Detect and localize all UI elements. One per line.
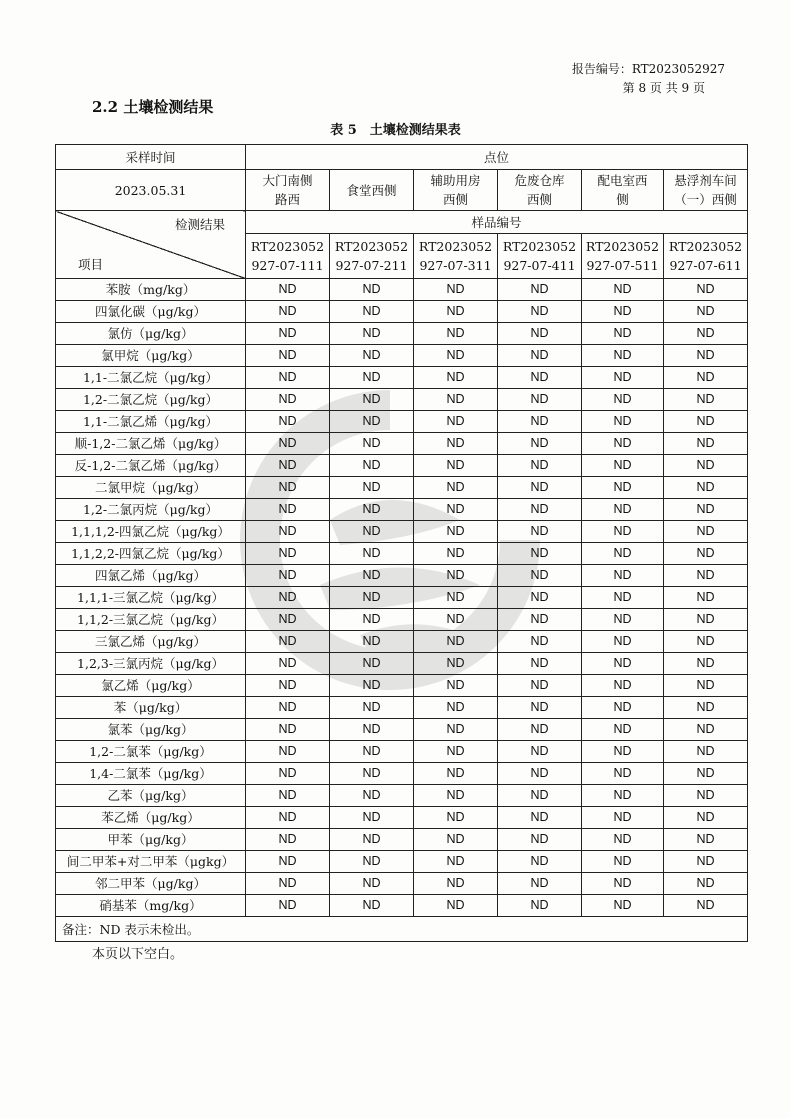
result-value: ND (414, 543, 498, 565)
result-value: ND (582, 697, 664, 719)
result-value: ND (330, 653, 414, 675)
result-value: ND (414, 829, 498, 851)
result-value: ND (582, 609, 664, 631)
table-row (56, 609, 748, 631)
result-value: ND (414, 785, 498, 807)
result-value: ND (246, 763, 330, 785)
result-value: ND (414, 279, 498, 301)
result-value: ND (330, 499, 414, 521)
report-number: 报告编号：RT2023052927 (571, 62, 725, 76)
result-value: ND (414, 653, 498, 675)
item-name: 氯甲烷（μg/kg） (56, 345, 246, 367)
result-value: ND (414, 389, 498, 411)
result-value: ND (330, 301, 414, 323)
result-value: ND (664, 807, 748, 829)
result-value: ND (498, 653, 582, 675)
item-name: 1,1-二氯乙烯（μg/kg） (56, 411, 246, 433)
result-value: ND (246, 895, 330, 917)
table-row (56, 675, 748, 697)
table-row (56, 741, 748, 763)
result-value: ND (664, 895, 748, 917)
result-value: ND (246, 587, 330, 609)
result-value: ND (582, 785, 664, 807)
result-value: ND (664, 411, 748, 433)
item-name: 反-1,2-二氯乙烯（μg/kg） (56, 455, 246, 477)
result-value: ND (664, 675, 748, 697)
result-value: ND (246, 697, 330, 719)
result-value: ND (582, 521, 664, 543)
result-value: ND (498, 719, 582, 741)
table-row (56, 367, 748, 389)
result-value: ND (664, 851, 748, 873)
location-name: 辅助用房 西侧 (414, 170, 498, 211)
page-number: 第 8 页 共 9 页 (622, 81, 705, 95)
result-value: ND (664, 301, 748, 323)
result-value: ND (582, 763, 664, 785)
sampling-time-label: 采样时间 (56, 145, 246, 170)
result-value: ND (414, 301, 498, 323)
result-value: ND (246, 389, 330, 411)
table-row (56, 587, 748, 609)
result-value: ND (664, 345, 748, 367)
result-value: ND (330, 609, 414, 631)
item-name: 1,4-二氯苯（μg/kg） (56, 763, 246, 785)
result-value: ND (414, 499, 498, 521)
result-value: ND (414, 873, 498, 895)
result-value: ND (330, 521, 414, 543)
result-value: ND (246, 367, 330, 389)
item-name: 1,2-二氯苯（μg/kg） (56, 741, 246, 763)
result-value: ND (246, 477, 330, 499)
result-value: ND (664, 521, 748, 543)
table-row (56, 697, 748, 719)
location-label: 点位 (246, 145, 748, 170)
result-value: ND (664, 389, 748, 411)
result-value: ND (582, 455, 664, 477)
table-row (56, 345, 748, 367)
result-value: ND (582, 807, 664, 829)
item-name: 1,1,2,2-四氯乙烷（μg/kg） (56, 543, 246, 565)
location-name: 配电室西 侧 (582, 170, 664, 211)
result-value: ND (330, 851, 414, 873)
sample-no-label: 样品编号 (246, 211, 748, 234)
result-value: ND (498, 631, 582, 653)
result-value: ND (330, 389, 414, 411)
result-value: ND (664, 741, 748, 763)
table-row (56, 301, 748, 323)
item-name: 苯胺（mg/kg） (56, 279, 246, 301)
table-row (56, 785, 748, 807)
result-value: ND (414, 697, 498, 719)
result-value: ND (414, 807, 498, 829)
result-value: ND (498, 895, 582, 917)
result-value: ND (582, 345, 664, 367)
result-value: ND (498, 433, 582, 455)
result-value: ND (246, 499, 330, 521)
location-name: 悬浮剂车间 （一）西侧 (664, 170, 748, 211)
item-name: 邻二甲苯（μg/kg） (56, 873, 246, 895)
sample-id: RT2023052 927-07-211 (330, 234, 414, 279)
result-value: ND (664, 499, 748, 521)
result-value: ND (246, 631, 330, 653)
result-value: ND (246, 565, 330, 587)
result-value: ND (582, 895, 664, 917)
result-value: ND (582, 279, 664, 301)
result-value: ND (582, 433, 664, 455)
item-name: 二氯甲烷（μg/kg） (56, 477, 246, 499)
result-value: ND (330, 565, 414, 587)
result-value: ND (246, 609, 330, 631)
table-row (56, 499, 748, 521)
sample-id: RT2023052 927-07-411 (498, 234, 582, 279)
result-value: ND (414, 455, 498, 477)
result-value: ND (246, 851, 330, 873)
result-value: ND (246, 873, 330, 895)
result-value: ND (582, 631, 664, 653)
result-value: ND (664, 697, 748, 719)
result-value: ND (582, 851, 664, 873)
result-value: ND (498, 345, 582, 367)
item-name: 1,1,1,2-四氯乙烷（μg/kg） (56, 521, 246, 543)
item-name: 顺-1,2-二氯乙烯（μg/kg） (56, 433, 246, 455)
result-value: ND (582, 499, 664, 521)
table-row (56, 631, 748, 653)
result-value: ND (330, 785, 414, 807)
table-row (56, 807, 748, 829)
table-row (56, 719, 748, 741)
result-value: ND (582, 719, 664, 741)
result-value: ND (498, 301, 582, 323)
result-value: ND (246, 741, 330, 763)
table-row (56, 763, 748, 785)
result-value: ND (498, 389, 582, 411)
table-row (56, 873, 748, 895)
result-value: ND (582, 587, 664, 609)
item-name: 苯（μg/kg） (56, 697, 246, 719)
result-value: ND (498, 741, 582, 763)
item-name: 四氯乙烯（μg/kg） (56, 565, 246, 587)
result-value: ND (414, 675, 498, 697)
table-row (56, 543, 748, 565)
table-row (56, 895, 748, 917)
result-value: ND (582, 411, 664, 433)
sample-id: RT2023052 927-07-511 (582, 234, 664, 279)
result-value: ND (498, 851, 582, 873)
result-value: ND (414, 609, 498, 631)
item-name: 硝基苯（mg/kg） (56, 895, 246, 917)
result-value: ND (664, 653, 748, 675)
item-name: 1,1,1-三氯乙烷（μg/kg） (56, 587, 246, 609)
result-value: ND (664, 279, 748, 301)
result-value: ND (246, 807, 330, 829)
result-value: ND (330, 763, 414, 785)
result-value: ND (582, 367, 664, 389)
result-value: ND (246, 455, 330, 477)
item-name: 四氯化碳（μg/kg） (56, 301, 246, 323)
diagonal-header-cell (56, 211, 246, 279)
table-row (56, 455, 748, 477)
result-value: ND (246, 411, 330, 433)
result-value: ND (414, 565, 498, 587)
result-value: ND (664, 631, 748, 653)
item-name: 氯乙烯（μg/kg） (56, 675, 246, 697)
result-value: ND (664, 829, 748, 851)
table-row (56, 323, 748, 345)
result-value: ND (498, 829, 582, 851)
item-name: 三氯乙烯（μg/kg） (56, 631, 246, 653)
item-name: 氯苯（μg/kg） (56, 719, 246, 741)
section-title: 2.2 土壤检测结果 (92, 98, 214, 116)
item-name: 甲苯（μg/kg） (56, 829, 246, 851)
result-value: ND (414, 741, 498, 763)
result-value: ND (498, 609, 582, 631)
result-value: ND (330, 631, 414, 653)
result-value: ND (498, 873, 582, 895)
result-value: ND (246, 433, 330, 455)
result-value: ND (498, 279, 582, 301)
result-value: ND (414, 763, 498, 785)
result-value: ND (664, 323, 748, 345)
table-row (56, 851, 748, 873)
result-value: ND (414, 367, 498, 389)
result-value: ND (664, 873, 748, 895)
result-value: ND (498, 543, 582, 565)
diag-bottom-label: 项目 (78, 257, 104, 272)
result-value: ND (330, 543, 414, 565)
result-value: ND (664, 433, 748, 455)
table-row (56, 433, 748, 455)
sampling-date: 2023.05.31 (56, 170, 246, 211)
result-value: ND (664, 367, 748, 389)
sample-id: RT2023052 927-07-111 (246, 234, 330, 279)
location-name: 食堂西侧 (330, 170, 414, 211)
table-note: 备注：ND 表示未检出。 (56, 917, 748, 942)
table-row (56, 565, 748, 587)
table-title: 表 5 土壤检测结果表 (330, 123, 461, 138)
result-value: ND (330, 829, 414, 851)
item-name: 氯仿（μg/kg） (56, 323, 246, 345)
item-name: 间二甲苯+对二甲苯（μgkg） (56, 851, 246, 873)
footer-blank-note: 本页以下空白。 (92, 947, 184, 962)
result-value: ND (582, 873, 664, 895)
result-value: ND (498, 455, 582, 477)
result-value: ND (582, 543, 664, 565)
result-value: ND (664, 763, 748, 785)
result-value: ND (582, 565, 664, 587)
table-row (56, 389, 748, 411)
result-value: ND (330, 367, 414, 389)
item-name: 苯乙烯（μg/kg） (56, 807, 246, 829)
result-value: ND (246, 785, 330, 807)
result-value: ND (664, 455, 748, 477)
result-value: ND (330, 873, 414, 895)
item-name: 乙苯（μg/kg） (56, 785, 246, 807)
result-value: ND (582, 389, 664, 411)
item-name: 1,2-二氯乙烷（μg/kg） (56, 389, 246, 411)
table-row (56, 829, 748, 851)
result-value: ND (246, 301, 330, 323)
result-value: ND (582, 829, 664, 851)
item-name: 1,2-二氯丙烷（μg/kg） (56, 499, 246, 521)
result-value: ND (246, 345, 330, 367)
result-value: ND (664, 543, 748, 565)
table-row (56, 653, 748, 675)
result-value: ND (414, 433, 498, 455)
result-value: ND (582, 741, 664, 763)
result-value: ND (330, 807, 414, 829)
item-name: 1,2,3-三氯丙烷（μg/kg） (56, 653, 246, 675)
result-value: ND (246, 719, 330, 741)
result-value: ND (330, 433, 414, 455)
item-name: 1,1,2-三氯乙烷（μg/kg） (56, 609, 246, 631)
result-value: ND (582, 301, 664, 323)
result-value: ND (498, 565, 582, 587)
result-value: ND (498, 499, 582, 521)
result-value: ND (498, 587, 582, 609)
sample-id: RT2023052 927-07-611 (664, 234, 748, 279)
result-value: ND (498, 477, 582, 499)
result-value: ND (582, 675, 664, 697)
item-name: 1,1-二氯乙烷（μg/kg） (56, 367, 246, 389)
result-value: ND (330, 345, 414, 367)
result-value: ND (330, 697, 414, 719)
result-value: ND (498, 411, 582, 433)
table-row (56, 279, 748, 301)
result-value: ND (498, 763, 582, 785)
result-value: ND (330, 675, 414, 697)
result-value: ND (246, 323, 330, 345)
result-value: ND (498, 367, 582, 389)
result-value: ND (246, 279, 330, 301)
note-row (56, 917, 748, 942)
result-value: ND (330, 895, 414, 917)
result-value: ND (664, 477, 748, 499)
result-value: ND (414, 587, 498, 609)
result-value: ND (498, 675, 582, 697)
result-value: ND (582, 477, 664, 499)
result-value: ND (330, 323, 414, 345)
diag-top-label: 检测结果 (174, 217, 225, 232)
result-value: ND (664, 719, 748, 741)
result-value: ND (664, 565, 748, 587)
result-value: ND (664, 587, 748, 609)
table-row (56, 521, 748, 543)
result-value: ND (330, 587, 414, 609)
result-value: ND (664, 609, 748, 631)
result-value: ND (414, 477, 498, 499)
location-name: 大门南侧 路西 (246, 170, 330, 211)
table-row (56, 477, 748, 499)
result-value: ND (582, 323, 664, 345)
result-value: ND (414, 631, 498, 653)
result-value: ND (414, 895, 498, 917)
result-value: ND (330, 455, 414, 477)
result-value: ND (664, 785, 748, 807)
result-value: ND (246, 521, 330, 543)
result-value: ND (330, 477, 414, 499)
result-value: ND (582, 653, 664, 675)
result-value: ND (330, 411, 414, 433)
sample-id: RT2023052 927-07-311 (414, 234, 498, 279)
result-value: ND (498, 697, 582, 719)
result-value: ND (498, 521, 582, 543)
result-value: ND (246, 653, 330, 675)
result-value: ND (414, 851, 498, 873)
result-value: ND (414, 719, 498, 741)
result-value: ND (498, 807, 582, 829)
location-name: 危废仓库 西侧 (498, 170, 582, 211)
result-value: ND (498, 323, 582, 345)
result-value: ND (414, 345, 498, 367)
result-value: ND (330, 741, 414, 763)
result-value: ND (330, 279, 414, 301)
result-value: ND (246, 829, 330, 851)
soil-results-table (55, 144, 748, 942)
result-value: ND (414, 521, 498, 543)
table-row (56, 411, 748, 433)
result-value: ND (414, 411, 498, 433)
result-value: ND (330, 719, 414, 741)
result-value: ND (414, 323, 498, 345)
result-value: ND (246, 675, 330, 697)
result-value: ND (498, 785, 582, 807)
result-value: ND (246, 543, 330, 565)
